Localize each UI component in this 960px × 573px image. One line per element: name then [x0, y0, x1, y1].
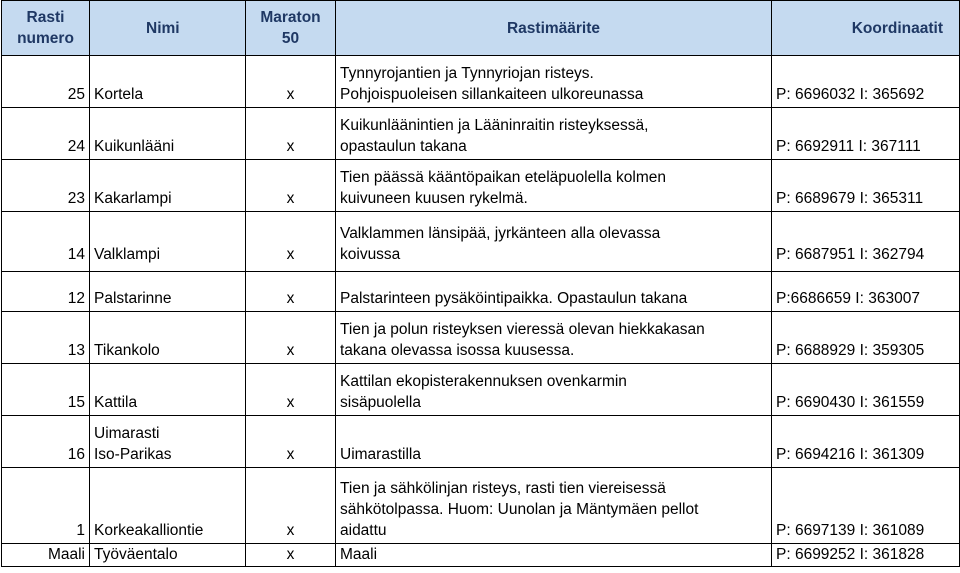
header-koordinaatit: Koordinaatit	[772, 1, 960, 56]
table-row	[2, 468, 960, 544]
rasti-name: Kattila	[90, 364, 246, 416]
maraton-mark: x	[246, 468, 336, 544]
rasti-coordinates: P: 6692911 I: 367111	[772, 108, 960, 160]
rasti-number: 16	[2, 416, 90, 468]
rasti-number: 23	[2, 160, 90, 212]
maraton-mark: x	[246, 272, 336, 312]
header-row	[2, 1, 960, 56]
rasti-coordinates: P: 6688929 I: 359305	[772, 312, 960, 364]
table-row	[2, 416, 960, 468]
rasti-description: Kuikunläänintien ja Lääninraitin risteyksessä, opastaulun takana	[336, 108, 772, 160]
rasti-number: 12	[2, 272, 90, 312]
rasti-description: Tien päässä kääntöpaikan eteläpuolella kolmen kuivuneen kuusen rykelmä.	[336, 160, 772, 212]
rasti-description: Valklammen länsipää, jyrkänteen alla olevassa koivussa	[336, 212, 772, 272]
rasti-coordinates: P: 6699252 I: 361828	[772, 544, 960, 567]
header-rastimaarite: Rastimääritе	[336, 1, 772, 56]
rasti-description: Kattilan ekopisterakennuksen ovenkarmin sisäpuolella	[336, 364, 772, 416]
rasti-description: Tien ja sähkölinjan risteys, rasti tien viereisessä sähkötolpassa. Huom: Uunolan ja Mäntymäen pellot aidattu	[336, 468, 772, 544]
rasti-description: Tynnyrojantien ja Tynnyriojan risteys. Pohjoispuoleisen sillankaiteen ulkoreunassa	[336, 56, 772, 108]
rasti-coordinates: P: 6697139 I: 361089	[772, 468, 960, 544]
maraton-mark: x	[246, 212, 336, 272]
rasti-name: Työväentalo	[90, 544, 246, 567]
table-row	[2, 544, 960, 567]
rasti-description: Uimarastilla	[336, 416, 772, 468]
rasti-coordinates: P: 6687951 I: 362794	[772, 212, 960, 272]
maraton-mark: x	[246, 108, 336, 160]
rasti-name: Kortela	[90, 56, 246, 108]
rasti-name: Kakarlampi	[90, 160, 246, 212]
control-points-table	[1, 0, 960, 567]
rasti-number: 24	[2, 108, 90, 160]
header-maraton: Maraton 50	[246, 1, 336, 56]
rasti-number: Maali	[2, 544, 90, 567]
table-row	[2, 312, 960, 364]
maraton-mark: x	[246, 416, 336, 468]
maraton-mark: x	[246, 160, 336, 212]
rasti-number: 25	[2, 56, 90, 108]
rasti-description: Tien ja polun risteyksen vieressä olevan hiekkakasan takana olevassa isossa kuusessa.	[336, 312, 772, 364]
header-nimi: Nimi	[90, 1, 246, 56]
maraton-mark: x	[246, 364, 336, 416]
header-rasti-numero: Rasti numero	[2, 1, 90, 56]
rasti-coordinates: P:6686659 I: 363007	[772, 272, 960, 312]
rasti-name: Tikankolo	[90, 312, 246, 364]
rasti-number: 14	[2, 212, 90, 272]
table-row	[2, 56, 960, 108]
maraton-mark: x	[246, 312, 336, 364]
rasti-coordinates: P: 6696032 I: 365692	[772, 56, 960, 108]
rasti-coordinates: P: 6689679 I: 365311	[772, 160, 960, 212]
rasti-name: Palstarinne	[90, 272, 246, 312]
table-row	[2, 272, 960, 312]
rasti-coordinates: P: 6690430 I: 361559	[772, 364, 960, 416]
rasti-description: Maali	[336, 544, 772, 567]
rasti-number: 1	[2, 468, 90, 544]
table-row	[2, 364, 960, 416]
table-row	[2, 108, 960, 160]
maraton-mark: x	[246, 544, 336, 567]
rasti-number: 15	[2, 364, 90, 416]
rasti-name: Uimarasti Iso-Parikas	[90, 416, 246, 468]
rasti-description: Palstarinteen pysäköintipaikka. Opastaulun takana	[336, 272, 772, 312]
table-row	[2, 212, 960, 272]
rasti-number: 13	[2, 312, 90, 364]
rasti-coordinates: P: 6694216 I: 361309	[772, 416, 960, 468]
rasti-name: Korkeakalliontie	[90, 468, 246, 544]
maraton-mark: x	[246, 56, 336, 108]
rasti-name: Valklampi	[90, 212, 246, 272]
table-row	[2, 160, 960, 212]
rasti-name: Kuikunlääni	[90, 108, 246, 160]
